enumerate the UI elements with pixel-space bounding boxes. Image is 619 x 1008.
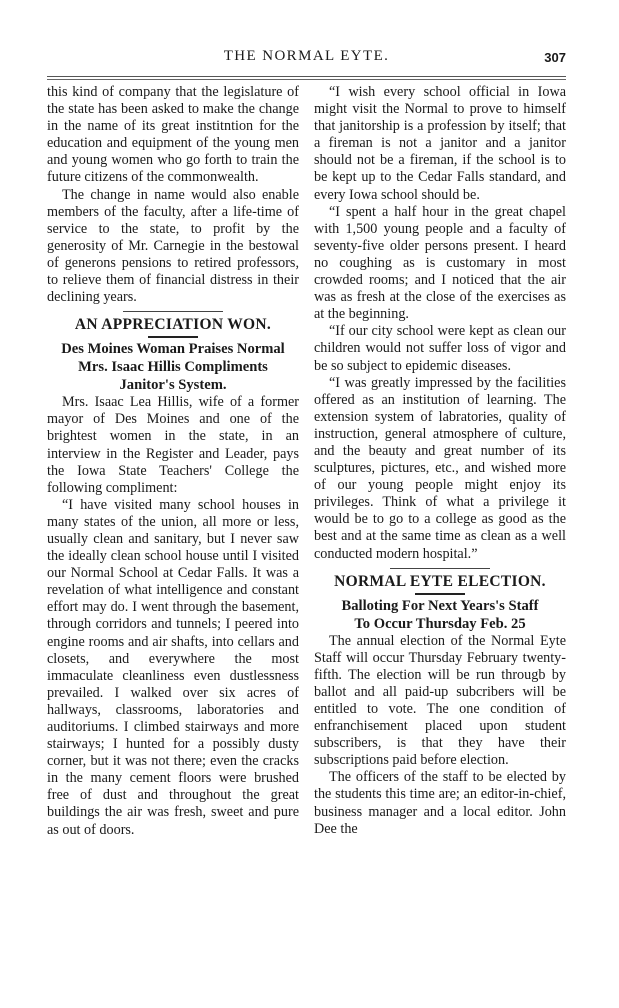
article-paragraph: Mrs. Isaac Lea Hillis, wife of a former mayor of Des Moines and one of the brightest women in the state, in an interview in the Register and Leader, pays the Iowa State Teachers' College the following compliment: <box>47 394 299 496</box>
page-header <box>47 48 566 70</box>
page-number: 307 <box>544 50 566 65</box>
article-paragraph: “I have visited many school houses in many states of the union, all more or less, usually clean and sanitary, but I never saw the ideally clean school house until I visited our Normal School at Cedar Falls. It was a revelation of what intelligence and constant effort may do. I went through the basement, through corridors and tunnels; I peered into engine rooms and air shafts, into cellars and closets, and everywhere the most immaculate cleanliness even dustlessness prevailed. I walked over six acres of hallways, classrooms, laboratories and auditoriums. I climbed stairways and more stairways; I hunted for a possibly dusty corner, but it was not there; even the cracks in the many cement floors were brushed free of dust and throughout the great buildings the air was fresh, sweet and pure as out of doors. <box>47 496 299 838</box>
quote-paragraph: “If our city school were kept as clean our children would not suffer loss of vigor and be so subject to epidemic diseases. <box>314 323 566 374</box>
quote-paragraph: “I spent a half hour in the great chapel with 1,500 young people and a faculty of seventy-five older persons present. I heard no coughing as is customary in most crowded rooms; and I noticed that the air was as fresh at the close of the exercises as at the beginning. <box>314 203 566 323</box>
article-paragraph: The officers of the staff to be elected by the students this time are; an editor-in-chief, business manager and a local editor. John Dee the <box>314 769 566 837</box>
paragraph-carnegie-pensions: The change in name would also enable members of the faculty, after a life-time of service to the state, to profit by the generosity of Mr. Carnegie in the bestowal of generons pensions to retired professors, to relieve them of financial distress in their declining years. <box>47 186 299 306</box>
article-subhead: Balloting For Next Years's Staff <box>341 597 539 614</box>
running-title: THE NORMAL EYTE. <box>223 48 390 64</box>
title-divider <box>415 593 465 595</box>
article-subhead: Janitor's System. <box>119 377 227 394</box>
article-title-election: NORMAL EYTE ELECTION. <box>314 568 566 591</box>
right-column <box>314 84 566 838</box>
left-column <box>47 84 299 839</box>
quote-paragraph: “I was greatly impressed by the facilities offered as an institution of learning. The extension system of labratories, quality of instruction, general atmosphere of culture, and the beauty and great number of its sculptures, pictures, etc., and wished more of our young people might enjoy its privileges. Think of what a privilege it would be to go to a college as good as the best and at the same time as clean as a well conducted modern hospital.” <box>314 374 566 562</box>
article-subhead: To Occur Thursday Feb. 25 <box>354 615 526 632</box>
article-subhead: Des Moines Woman Praises Normal <box>61 341 285 358</box>
header-double-rule <box>47 76 566 80</box>
article-title-appreciation: AN APPRECIATION WON. <box>47 311 299 334</box>
continued-paragraph: this kind of company that the legislature of the state has been asked to make the change in the name of its great institntion for the education and equipment of the young men and young women who go forth to train the future citizens of the commonwealth. <box>47 84 299 186</box>
quote-paragraph: “I wish every school official in Iowa might visit the Normal to prove to himself that janitorship is a profession by itself; that a fireman is not a janitor and a janitor should not be a fireman, if the school is to be kept up to the Cedar Falls standard, and every Iowa school should be. <box>314 84 566 203</box>
title-divider <box>148 336 198 338</box>
article-subhead: Mrs. Isaac Hillis Compliments <box>78 359 268 376</box>
article-paragraph: The annual election of the Normal Eyte Staff will occur Thursday February twenty-fifth. The election will be run througb by ballot and all paid-up subcribers will be entitled to vote. The one condition of enfranchisement placed upon student subscribers, is that they have their subscriptions paid before election. <box>314 632 566 769</box>
